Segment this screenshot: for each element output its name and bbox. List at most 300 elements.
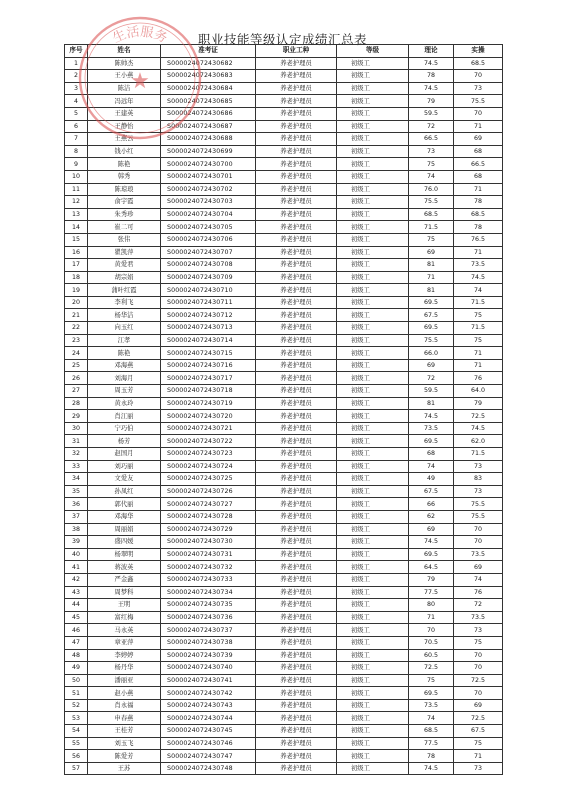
- row-cert: S000024072430705: [161, 221, 256, 234]
- row-level: 初级工: [337, 750, 409, 763]
- row-number: 26: [65, 372, 88, 385]
- row-level: 初级工: [337, 347, 409, 360]
- row-level: 初级工: [337, 737, 409, 750]
- row-number: 21: [65, 309, 88, 322]
- table-row: [65, 347, 503, 360]
- row-number: 7: [65, 133, 88, 146]
- row-practice: 71: [454, 120, 503, 133]
- row-cert: S000024072430715: [161, 347, 256, 360]
- row-number: 20: [65, 296, 88, 309]
- row-occupation: 养老护理员: [256, 498, 337, 511]
- row-number: 10: [65, 170, 88, 183]
- table-row: [65, 170, 503, 183]
- row-occupation: 养老护理员: [256, 674, 337, 687]
- row-practice: 73.5: [454, 259, 503, 272]
- row-level: 初级工: [337, 120, 409, 133]
- row-occupation: 养老护理员: [256, 599, 337, 612]
- row-practice: 78: [454, 196, 503, 209]
- row-level: 初级工: [337, 561, 409, 574]
- row-theory: 74: [409, 170, 454, 183]
- table-row: [65, 573, 503, 586]
- row-level: 初级工: [337, 599, 409, 612]
- table-row: [65, 536, 503, 549]
- row-number: 56: [65, 750, 88, 763]
- row-number: 41: [65, 561, 88, 574]
- row-occupation: 养老护理员: [256, 422, 337, 435]
- row-cert: S000024072430707: [161, 246, 256, 259]
- row-theory: 68.5: [409, 725, 454, 738]
- header-occupation: 职业工种: [256, 45, 337, 58]
- row-level: 初级工: [337, 259, 409, 272]
- row-level: 初级工: [337, 107, 409, 120]
- row-name: 李婷婷: [88, 649, 161, 662]
- row-cert: S000024072430724: [161, 460, 256, 473]
- table-row: [65, 485, 503, 498]
- row-practice: 68.5: [454, 208, 503, 221]
- row-practice: 75.5: [454, 95, 503, 108]
- row-practice: 73.5: [454, 548, 503, 561]
- table-row: [65, 586, 503, 599]
- row-level: 初级工: [337, 662, 409, 675]
- row-number: 24: [65, 347, 88, 360]
- table-row: [65, 284, 503, 297]
- row-theory: 72: [409, 372, 454, 385]
- row-cert: S000024072430687: [161, 120, 256, 133]
- row-name: 盛四媛: [88, 536, 161, 549]
- row-number: 12: [65, 196, 88, 209]
- table-row: [65, 208, 503, 221]
- table-row: [65, 246, 503, 259]
- row-practice: 78: [454, 221, 503, 234]
- row-practice: 71.5: [454, 296, 503, 309]
- row-number: 15: [65, 233, 88, 246]
- row-level: 初级工: [337, 435, 409, 448]
- row-practice: 72: [454, 599, 503, 612]
- row-occupation: 养老护理员: [256, 762, 337, 775]
- row-practice: 70: [454, 523, 503, 536]
- row-name: 冯远年: [88, 95, 161, 108]
- row-number: 9: [65, 158, 88, 171]
- table-row: [65, 750, 503, 763]
- row-cert: S000024072430710: [161, 284, 256, 297]
- row-number: 33: [65, 460, 88, 473]
- row-practice: 64.0: [454, 385, 503, 398]
- row-occupation: 养老护理员: [256, 536, 337, 549]
- row-theory: 70: [409, 624, 454, 637]
- table-row: [65, 271, 503, 284]
- table-row: [65, 523, 503, 536]
- row-number: 1: [65, 57, 88, 70]
- row-theory: 75: [409, 158, 454, 171]
- row-cert: S000024072430723: [161, 448, 256, 461]
- row-theory: 80: [409, 599, 454, 612]
- row-name: 杨丹华: [88, 662, 161, 675]
- row-theory: 81: [409, 397, 454, 410]
- row-name: 严金鑫: [88, 573, 161, 586]
- row-occupation: 养老护理员: [256, 120, 337, 133]
- row-practice: 73.5: [454, 611, 503, 624]
- row-name: 孙凤红: [88, 485, 161, 498]
- row-level: 初级工: [337, 762, 409, 775]
- row-practice: 70: [454, 687, 503, 700]
- row-cert: S000024072430712: [161, 309, 256, 322]
- row-theory: 74.5: [409, 82, 454, 95]
- row-occupation: 养老护理员: [256, 523, 337, 536]
- row-practice: 75: [454, 309, 503, 322]
- row-level: 初级工: [337, 725, 409, 738]
- row-name: 王桂芳: [88, 725, 161, 738]
- header-cert: 准考证: [161, 45, 256, 58]
- row-name: 陈艳: [88, 347, 161, 360]
- row-cert: S000024072430722: [161, 435, 256, 448]
- row-occupation: 养老护理员: [256, 510, 337, 523]
- row-number: 19: [65, 284, 88, 297]
- row-level: 初级工: [337, 296, 409, 309]
- row-practice: 73: [454, 82, 503, 95]
- row-number: 54: [65, 725, 88, 738]
- row-level: 初级工: [337, 573, 409, 586]
- table-row: [65, 359, 503, 372]
- row-theory: 78: [409, 70, 454, 83]
- row-number: 39: [65, 536, 88, 549]
- row-occupation: 养老护理员: [256, 284, 337, 297]
- row-practice: 74: [454, 284, 503, 297]
- row-name: 杨翠明: [88, 548, 161, 561]
- row-practice: 73: [454, 485, 503, 498]
- row-name: 周玉芳: [88, 385, 161, 398]
- row-occupation: 养老护理员: [256, 221, 337, 234]
- row-level: 初级工: [337, 448, 409, 461]
- row-level: 初级工: [337, 158, 409, 171]
- row-occupation: 养老护理员: [256, 737, 337, 750]
- row-number: 2: [65, 70, 88, 83]
- row-practice: 69: [454, 561, 503, 574]
- row-theory: 73.5: [409, 699, 454, 712]
- row-cert: S000024072430729: [161, 523, 256, 536]
- table-row: [65, 636, 503, 649]
- row-name: 韩秀: [88, 170, 161, 183]
- row-level: 初级工: [337, 145, 409, 158]
- table-row: [65, 309, 503, 322]
- row-cert: S000024072430725: [161, 473, 256, 486]
- row-name: 张伟: [88, 233, 161, 246]
- row-level: 初级工: [337, 309, 409, 322]
- table-row: [65, 611, 503, 624]
- row-occupation: 养老护理员: [256, 359, 337, 372]
- table-row: [65, 448, 503, 461]
- row-name: 邓海华: [88, 510, 161, 523]
- row-level: 初级工: [337, 611, 409, 624]
- row-cert: S000024072430738: [161, 636, 256, 649]
- table-row: [65, 196, 503, 209]
- row-number: 3: [65, 82, 88, 95]
- row-name: 王明: [88, 599, 161, 612]
- row-practice: 68: [454, 170, 503, 183]
- row-cert: S000024072430746: [161, 737, 256, 750]
- row-cert: S000024072430744: [161, 712, 256, 725]
- row-practice: 83: [454, 473, 503, 486]
- row-level: 初级工: [337, 183, 409, 196]
- table-row: [65, 334, 503, 347]
- row-cert: S000024072430686: [161, 107, 256, 120]
- table-row: [65, 498, 503, 511]
- row-level: 初级工: [337, 586, 409, 599]
- row-practice: 74: [454, 573, 503, 586]
- row-number: 55: [65, 737, 88, 750]
- table-row: [65, 322, 503, 335]
- row-name: 陈琼琅: [88, 183, 161, 196]
- row-name: 陈爱芳: [88, 750, 161, 763]
- row-name: 陈艳: [88, 158, 161, 171]
- row-occupation: 养老护理员: [256, 699, 337, 712]
- row-theory: 78: [409, 750, 454, 763]
- row-occupation: 养老护理员: [256, 397, 337, 410]
- row-practice: 75.5: [454, 510, 503, 523]
- row-level: 初级工: [337, 649, 409, 662]
- row-name: 陈帅杰: [88, 57, 161, 70]
- row-level: 初级工: [337, 221, 409, 234]
- table-row: [65, 548, 503, 561]
- row-number: 53: [65, 712, 88, 725]
- row-cert: S000024072430735: [161, 599, 256, 612]
- row-number: 46: [65, 624, 88, 637]
- row-occupation: 养老护理员: [256, 662, 337, 675]
- row-level: 初级工: [337, 208, 409, 221]
- row-occupation: 养老护理员: [256, 246, 337, 259]
- row-number: 52: [65, 699, 88, 712]
- row-theory: 72: [409, 120, 454, 133]
- row-name: 杨华洁: [88, 309, 161, 322]
- row-practice: 73: [454, 762, 503, 775]
- row-theory: 69.5: [409, 435, 454, 448]
- row-occupation: 养老护理员: [256, 158, 337, 171]
- row-occupation: 养老护理员: [256, 208, 337, 221]
- table-row: [65, 435, 503, 448]
- row-practice: 68: [454, 145, 503, 158]
- row-number: 47: [65, 636, 88, 649]
- row-number: 42: [65, 573, 88, 586]
- row-theory: 69.5: [409, 548, 454, 561]
- row-theory: 74.5: [409, 57, 454, 70]
- table-row: [65, 725, 503, 738]
- row-number: 49: [65, 662, 88, 675]
- row-number: 38: [65, 523, 88, 536]
- row-practice: 75: [454, 636, 503, 649]
- row-level: 初级工: [337, 712, 409, 725]
- row-cert: S000024072430718: [161, 385, 256, 398]
- table-row: [65, 649, 503, 662]
- row-occupation: 养老护理员: [256, 586, 337, 599]
- row-occupation: 养老护理员: [256, 611, 337, 624]
- row-cert: S000024072430748: [161, 762, 256, 775]
- row-name: 肖永福: [88, 699, 161, 712]
- row-cert: S000024072430703: [161, 196, 256, 209]
- row-name: 赵小燕: [88, 687, 161, 700]
- row-number: 13: [65, 208, 88, 221]
- row-number: 35: [65, 485, 88, 498]
- row-theory: 75: [409, 233, 454, 246]
- row-practice: 72.5: [454, 712, 503, 725]
- row-level: 初级工: [337, 70, 409, 83]
- row-practice: 71: [454, 750, 503, 763]
- row-occupation: 养老护理员: [256, 712, 337, 725]
- row-name: 瞿凯萍: [88, 246, 161, 259]
- header-theory: 理论: [409, 45, 454, 58]
- row-name: 王燕云: [88, 133, 161, 146]
- row-occupation: 养老护理员: [256, 57, 337, 70]
- row-theory: 69: [409, 359, 454, 372]
- row-theory: 69.5: [409, 687, 454, 700]
- row-cert: S000024072430747: [161, 750, 256, 763]
- row-number: 45: [65, 611, 88, 624]
- row-practice: 73: [454, 624, 503, 637]
- row-number: 28: [65, 397, 88, 410]
- row-cert: S000024072430688: [161, 133, 256, 146]
- row-theory: 81: [409, 284, 454, 297]
- row-name: 刘巧丽: [88, 460, 161, 473]
- row-practice: 69: [454, 699, 503, 712]
- table-row: [65, 158, 503, 171]
- row-cert: S000024072430683: [161, 70, 256, 83]
- row-level: 初级工: [337, 410, 409, 423]
- row-cert: S000024072430711: [161, 296, 256, 309]
- row-occupation: 养老护理员: [256, 473, 337, 486]
- row-practice: 70: [454, 107, 503, 120]
- row-level: 初级工: [337, 385, 409, 398]
- row-name: 文爱友: [88, 473, 161, 486]
- row-name: 黄永玲: [88, 397, 161, 410]
- row-level: 初级工: [337, 57, 409, 70]
- row-occupation: 养老护理员: [256, 385, 337, 398]
- table-row: [65, 145, 503, 158]
- row-level: 初级工: [337, 334, 409, 347]
- row-theory: 71: [409, 611, 454, 624]
- row-theory: 79: [409, 95, 454, 108]
- row-practice: 76.5: [454, 233, 503, 246]
- row-occupation: 养老护理员: [256, 561, 337, 574]
- table-row: [65, 712, 503, 725]
- row-name: 宁巧伯: [88, 422, 161, 435]
- row-practice: 68.5: [454, 57, 503, 70]
- row-level: 初级工: [337, 359, 409, 372]
- row-number: 34: [65, 473, 88, 486]
- row-theory: 68.5: [409, 208, 454, 221]
- row-level: 初级工: [337, 196, 409, 209]
- table-header-row: [65, 45, 503, 58]
- row-practice: 74.5: [454, 271, 503, 284]
- row-level: 初级工: [337, 372, 409, 385]
- row-occupation: 养老护理员: [256, 70, 337, 83]
- row-name: 王静怡: [88, 120, 161, 133]
- row-level: 初级工: [337, 548, 409, 561]
- row-cert: S000024072430732: [161, 561, 256, 574]
- row-name: 钱小红: [88, 145, 161, 158]
- row-theory: 74.5: [409, 762, 454, 775]
- row-occupation: 养老护理员: [256, 95, 337, 108]
- row-theory: 66.0: [409, 347, 454, 360]
- row-number: 22: [65, 322, 88, 335]
- table-row: [65, 57, 503, 70]
- header-name: 姓名: [88, 45, 161, 58]
- row-cert: S000024072430706: [161, 233, 256, 246]
- row-theory: 76.0: [409, 183, 454, 196]
- row-number: 8: [65, 145, 88, 158]
- row-theory: 79: [409, 573, 454, 586]
- row-theory: 75.5: [409, 196, 454, 209]
- row-theory: 75.5: [409, 334, 454, 347]
- row-level: 初级工: [337, 687, 409, 700]
- table-row: [65, 259, 503, 272]
- row-theory: 69: [409, 523, 454, 536]
- row-occupation: 养老护理员: [256, 271, 337, 284]
- row-cert: S000024072430742: [161, 687, 256, 700]
- table-row: [65, 699, 503, 712]
- row-occupation: 养老护理员: [256, 145, 337, 158]
- row-theory: 71.5: [409, 221, 454, 234]
- table-row: [65, 183, 503, 196]
- header-number: 序号: [65, 45, 88, 58]
- row-practice: 70: [454, 649, 503, 662]
- row-practice: 71: [454, 246, 503, 259]
- row-cert: S000024072430745: [161, 725, 256, 738]
- star-icon: ★: [130, 69, 150, 94]
- row-occupation: 养老护理员: [256, 548, 337, 561]
- row-name: 向玉红: [88, 322, 161, 335]
- row-theory: 72.5: [409, 662, 454, 675]
- row-practice: 71: [454, 347, 503, 360]
- table-row: [65, 70, 503, 83]
- row-name: 俞宇霞: [88, 196, 161, 209]
- row-number: 6: [65, 120, 88, 133]
- row-occupation: 养老护理员: [256, 309, 337, 322]
- row-occupation: 养老护理员: [256, 448, 337, 461]
- row-practice: 66.5: [454, 158, 503, 171]
- row-occupation: 养老护理员: [256, 649, 337, 662]
- row-level: 初级工: [337, 460, 409, 473]
- row-theory: 59.5: [409, 107, 454, 120]
- row-occupation: 养老护理员: [256, 435, 337, 448]
- row-number: 31: [65, 435, 88, 448]
- row-occupation: 养老护理员: [256, 82, 337, 95]
- row-occupation: 养老护理员: [256, 196, 337, 209]
- row-cert: S000024072430721: [161, 422, 256, 435]
- table-row: [65, 737, 503, 750]
- row-practice: 71: [454, 183, 503, 196]
- row-name: 刘玉飞: [88, 737, 161, 750]
- score-table: [64, 44, 503, 775]
- row-level: 初级工: [337, 498, 409, 511]
- row-number: 50: [65, 674, 88, 687]
- row-number: 18: [65, 271, 88, 284]
- row-name: 周梦科: [88, 586, 161, 599]
- row-practice: 69: [454, 133, 503, 146]
- row-name: 富红梅: [88, 611, 161, 624]
- row-cert: S000024072430714: [161, 334, 256, 347]
- row-cert: S000024072430700: [161, 158, 256, 171]
- row-number: 43: [65, 586, 88, 599]
- row-practice: 71.5: [454, 322, 503, 335]
- row-practice: 67.5: [454, 725, 503, 738]
- row-cert: S000024072430713: [161, 322, 256, 335]
- row-cert: S000024072430728: [161, 510, 256, 523]
- row-cert: S000024072430709: [161, 271, 256, 284]
- row-level: 初级工: [337, 95, 409, 108]
- page-title: 职业技能等级认定成绩汇总表: [197, 32, 367, 47]
- row-cert: S000024072430716: [161, 359, 256, 372]
- row-cert: S000024072430684: [161, 82, 256, 95]
- row-name: 肖江丽: [88, 410, 161, 423]
- row-cert: S000024072430704: [161, 208, 256, 221]
